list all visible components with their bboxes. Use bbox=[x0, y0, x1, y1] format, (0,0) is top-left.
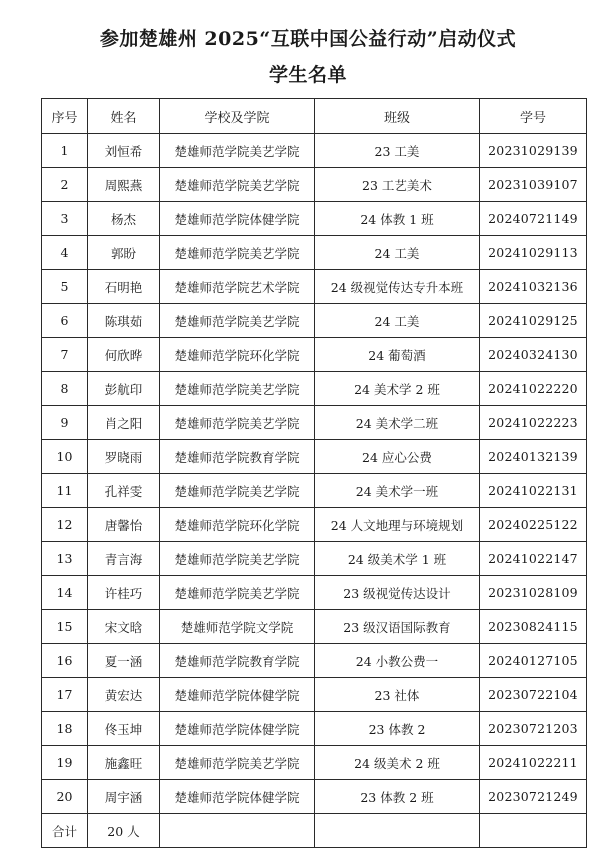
student-name: 石明艳 bbox=[88, 270, 160, 304]
student-name: 夏一涵 bbox=[88, 644, 160, 678]
student-name: 何欣晔 bbox=[88, 338, 160, 372]
class-name: 23 工艺美术 bbox=[315, 168, 480, 202]
row-number: 13 bbox=[42, 542, 88, 576]
student-id: 20231039107 bbox=[480, 168, 587, 202]
document-title: 参加楚雄州 2025“互联中国公益行动”启动仪式 bbox=[99, 28, 517, 50]
table-row bbox=[42, 712, 587, 746]
class-name: 23 级汉语国际教育 bbox=[315, 610, 480, 644]
row-number: 10 bbox=[42, 440, 88, 474]
total-value: 20 人 bbox=[88, 814, 160, 848]
student-id: 20241032136 bbox=[480, 270, 587, 304]
class-name: 23 体教 2 bbox=[315, 712, 480, 746]
table-row bbox=[42, 270, 587, 304]
student-name: 佟玉坤 bbox=[88, 712, 160, 746]
table-row bbox=[42, 372, 587, 406]
row-number: 18 bbox=[42, 712, 88, 746]
row-number: 12 bbox=[42, 508, 88, 542]
class-name: 24 美术学一班 bbox=[315, 474, 480, 508]
school-college: 楚雄师范学院环化学院 bbox=[160, 508, 315, 542]
student-name: 陈琪茹 bbox=[88, 304, 160, 338]
row-number: 5 bbox=[42, 270, 88, 304]
table-body bbox=[42, 134, 587, 848]
school-college: 楚雄师范学院教育学院 bbox=[160, 644, 315, 678]
total-row bbox=[42, 814, 587, 848]
student-name: 宋文晗 bbox=[88, 610, 160, 644]
class-name: 23 级视觉传达设计 bbox=[315, 576, 480, 610]
table-row bbox=[42, 202, 587, 236]
table-row bbox=[42, 236, 587, 270]
class-name: 24 应心公费 bbox=[315, 440, 480, 474]
table-row bbox=[42, 678, 587, 712]
student-id: 20240721149 bbox=[480, 202, 587, 236]
school-college: 楚雄师范学院体健学院 bbox=[160, 780, 315, 814]
class-name: 24 体教 1 班 bbox=[315, 202, 480, 236]
table-row bbox=[42, 134, 587, 168]
table-row bbox=[42, 338, 587, 372]
student-id: 20240127105 bbox=[480, 644, 587, 678]
student-name: 周宇涵 bbox=[88, 780, 160, 814]
row-number: 14 bbox=[42, 576, 88, 610]
row-number: 6 bbox=[42, 304, 88, 338]
student-name: 孔祥雯 bbox=[88, 474, 160, 508]
table-header-row bbox=[42, 99, 587, 134]
student-name: 罗晓雨 bbox=[88, 440, 160, 474]
row-number: 20 bbox=[42, 780, 88, 814]
school-college: 楚雄师范学院文学院 bbox=[160, 610, 315, 644]
school-college: 楚雄师范学院体健学院 bbox=[160, 202, 315, 236]
column-header-student-id: 学号 bbox=[480, 99, 587, 134]
row-number: 7 bbox=[42, 338, 88, 372]
student-name: 肖之阳 bbox=[88, 406, 160, 440]
student-name: 黄宏达 bbox=[88, 678, 160, 712]
table-row bbox=[42, 406, 587, 440]
table-row bbox=[42, 780, 587, 814]
student-id: 20230722104 bbox=[480, 678, 587, 712]
class-name: 24 级美术学 1 班 bbox=[315, 542, 480, 576]
row-number: 9 bbox=[42, 406, 88, 440]
table-row bbox=[42, 610, 587, 644]
table-row bbox=[42, 474, 587, 508]
school-college: 楚雄师范学院体健学院 bbox=[160, 678, 315, 712]
student-name: 彭航印 bbox=[88, 372, 160, 406]
column-header-no: 序号 bbox=[42, 99, 88, 134]
row-number: 11 bbox=[42, 474, 88, 508]
table-row bbox=[42, 576, 587, 610]
table-row bbox=[42, 542, 587, 576]
row-number: 19 bbox=[42, 746, 88, 780]
class-name: 24 美术学二班 bbox=[315, 406, 480, 440]
class-name: 23 社体 bbox=[315, 678, 480, 712]
school-college: 楚雄师范学院美艺学院 bbox=[160, 474, 315, 508]
row-number: 17 bbox=[42, 678, 88, 712]
student-id: 20241029113 bbox=[480, 236, 587, 270]
school-college: 楚雄师范学院美艺学院 bbox=[160, 168, 315, 202]
student-id: 20241029125 bbox=[480, 304, 587, 338]
row-number: 16 bbox=[42, 644, 88, 678]
class-name: 24 美术学 2 班 bbox=[315, 372, 480, 406]
student-name: 郭盼 bbox=[88, 236, 160, 270]
student-id: 20231029139 bbox=[480, 134, 587, 168]
school-college: 楚雄师范学院环化学院 bbox=[160, 338, 315, 372]
table-row bbox=[42, 304, 587, 338]
row-number: 8 bbox=[42, 372, 88, 406]
class-name: 24 工美 bbox=[315, 304, 480, 338]
student-name: 刘恒希 bbox=[88, 134, 160, 168]
school-college: 楚雄师范学院教育学院 bbox=[160, 440, 315, 474]
student-id: 20241022220 bbox=[480, 372, 587, 406]
school-college: 楚雄师范学院美艺学院 bbox=[160, 542, 315, 576]
class-name: 24 小教公费一 bbox=[315, 644, 480, 678]
column-header-class: 班级 bbox=[315, 99, 480, 134]
class-name: 23 工美 bbox=[315, 134, 480, 168]
table-row bbox=[42, 644, 587, 678]
school-college: 楚雄师范学院美艺学院 bbox=[160, 134, 315, 168]
class-name: 24 葡萄酒 bbox=[315, 338, 480, 372]
empty-cell bbox=[315, 814, 480, 848]
school-college: 楚雄师范学院美艺学院 bbox=[160, 304, 315, 338]
student-name: 施鑫旺 bbox=[88, 746, 160, 780]
school-college: 楚雄师范学院艺术学院 bbox=[160, 270, 315, 304]
student-name: 青言海 bbox=[88, 542, 160, 576]
class-name: 24 人文地理与环境规划 bbox=[315, 508, 480, 542]
row-number: 2 bbox=[42, 168, 88, 202]
school-college: 楚雄师范学院美艺学院 bbox=[160, 746, 315, 780]
empty-cell bbox=[160, 814, 315, 848]
student-id: 20241022223 bbox=[480, 406, 587, 440]
student-id: 20240132139 bbox=[480, 440, 587, 474]
student-id: 20240225122 bbox=[480, 508, 587, 542]
school-college: 楚雄师范学院美艺学院 bbox=[160, 236, 315, 270]
table-row bbox=[42, 168, 587, 202]
student-name: 周熙燕 bbox=[88, 168, 160, 202]
school-college: 楚雄师范学院美艺学院 bbox=[160, 406, 315, 440]
column-header-school: 学校及学院 bbox=[160, 99, 315, 134]
class-name: 24 级美术 2 班 bbox=[315, 746, 480, 780]
row-number: 1 bbox=[42, 134, 88, 168]
row-number: 3 bbox=[42, 202, 88, 236]
student-name: 许桂巧 bbox=[88, 576, 160, 610]
student-id: 20241022147 bbox=[480, 542, 587, 576]
school-college: 楚雄师范学院体健学院 bbox=[160, 712, 315, 746]
school-college: 楚雄师范学院美艺学院 bbox=[160, 372, 315, 406]
total-label: 合计 bbox=[42, 814, 88, 848]
document-subtitle: 学生名单 bbox=[268, 64, 347, 86]
student-id: 20241022211 bbox=[480, 746, 587, 780]
student-id: 20230721249 bbox=[480, 780, 587, 814]
empty-cell bbox=[480, 814, 587, 848]
row-number: 4 bbox=[42, 236, 88, 270]
column-header-name: 姓名 bbox=[88, 99, 160, 134]
student-name: 唐馨怡 bbox=[88, 508, 160, 542]
student-id: 20230721203 bbox=[480, 712, 587, 746]
student-name: 杨杰 bbox=[88, 202, 160, 236]
class-name: 24 级视觉传达专升本班 bbox=[315, 270, 480, 304]
table-row bbox=[42, 746, 587, 780]
row-number: 15 bbox=[42, 610, 88, 644]
student-id: 20231028109 bbox=[480, 576, 587, 610]
table-row bbox=[42, 440, 587, 474]
student-roster-table bbox=[41, 98, 587, 848]
student-id: 20241022131 bbox=[480, 474, 587, 508]
school-college: 楚雄师范学院美艺学院 bbox=[160, 576, 315, 610]
table-row bbox=[42, 508, 587, 542]
class-name: 23 体教 2 班 bbox=[315, 780, 480, 814]
class-name: 24 工美 bbox=[315, 236, 480, 270]
student-id: 20240324130 bbox=[480, 338, 587, 372]
student-id: 20230824115 bbox=[480, 610, 587, 644]
